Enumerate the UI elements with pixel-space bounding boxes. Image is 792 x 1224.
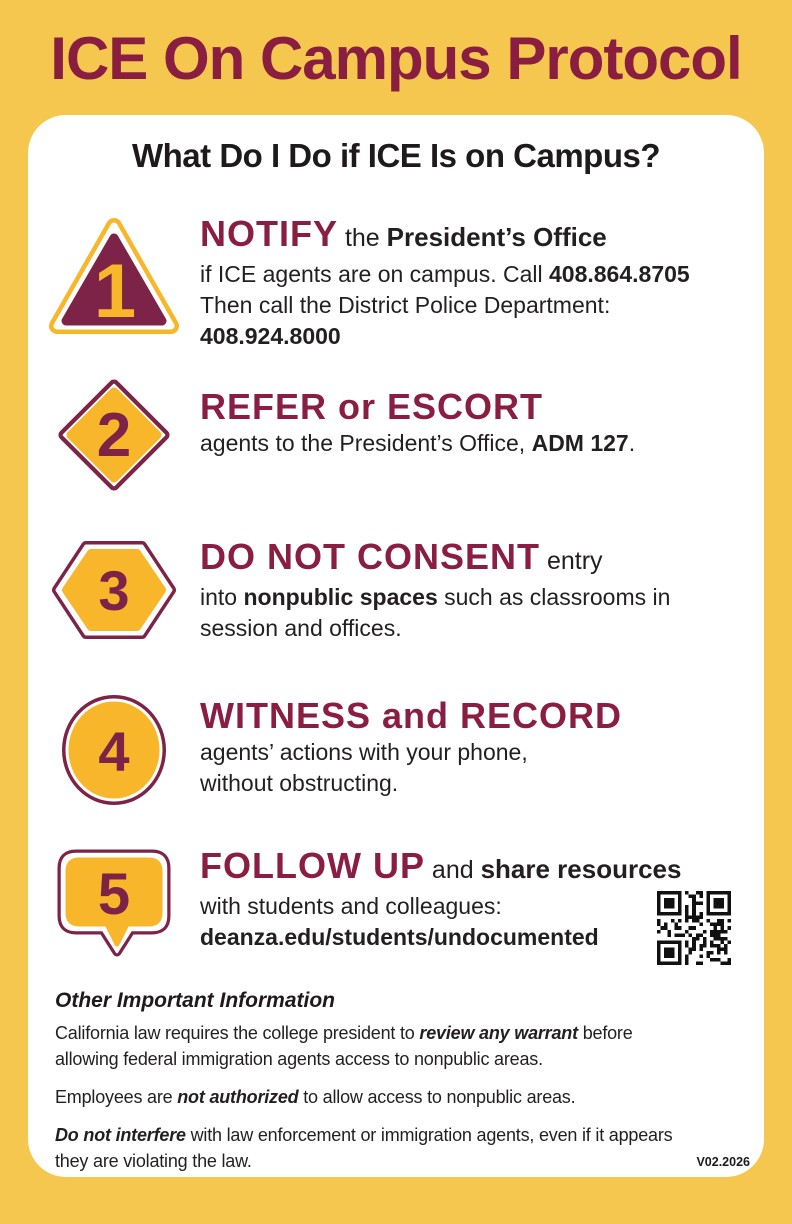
step-4 [28, 691, 764, 808]
step-1-keyword: NOTIFY [200, 213, 338, 254]
other-info-heading: Other Important Information [55, 989, 335, 1012]
other-info-paragraph-1: California law requires the college president to review any warrant before allowing federal immigration agents access to nonpublic areas. [55, 1023, 633, 1069]
step-3-heading: DO NOT CONSENT entry [200, 536, 603, 577]
step-2-badge [28, 377, 200, 492]
other-info-paragraph-2: Employees are not authorized to allow access to nonpublic areas. [55, 1087, 576, 1107]
step-1 [28, 211, 764, 352]
step-4-number: 4 [98, 720, 130, 783]
step-5-keyword: FOLLOW UP [200, 845, 425, 886]
diamond-badge-icon [57, 378, 171, 492]
room-number: ADM 127 [531, 430, 629, 456]
step-2-line-2: agents to the President’s Office, ADM 127. [200, 430, 636, 456]
step-4-keyword: WITNESS and RECORD [200, 695, 623, 736]
step-5-heading: FOLLOW UP and share resources [200, 845, 682, 886]
phone-number-presidents-office: 408.864.8705 [549, 261, 690, 287]
step-3-line-2: into nonpublic spaces such as classrooms in [200, 584, 671, 610]
step-1-text [200, 213, 764, 352]
step-4-heading [200, 695, 754, 737]
step-5-line-2: with students and colleagues: [200, 893, 502, 919]
step-1-line-3: Then call the District Police Department: [200, 292, 611, 318]
speech-bubble-badge-icon [54, 846, 174, 960]
step-2-text [200, 386, 764, 492]
step-2 [28, 377, 764, 492]
step-1-heading: NOTIFY the President’s Office [200, 213, 607, 254]
step-4-badge [28, 691, 200, 808]
phone-number-district-police: 408.924.8000 [200, 323, 341, 349]
step-2-keyword: REFER or ESCORT [200, 386, 544, 427]
protocol-card [28, 115, 764, 1177]
step-3-text [200, 536, 764, 644]
step-3-line-3: session and offices. [200, 615, 402, 641]
step-3 [28, 536, 764, 644]
version-label: V02.2026 [696, 1155, 750, 1169]
step-3-keyword: DO NOT CONSENT [200, 536, 541, 577]
step-1-badge [28, 211, 200, 352]
step-2-number: 2 [96, 401, 132, 470]
step-1-number: 1 [93, 249, 137, 334]
step-3-badge [28, 536, 200, 644]
circle-badge-icon [59, 692, 169, 808]
hexagon-badge-icon [50, 537, 178, 643]
step-5 [28, 844, 764, 960]
resources-url: deanza.edu/students/undocumented [200, 924, 599, 950]
card-title: What Do I Do if ICE Is on Campus? [132, 137, 660, 174]
other-info-section [55, 989, 760, 1177]
step-4-line-2: agents’ actions with your phone, [200, 739, 528, 765]
step-2-heading [200, 386, 754, 428]
other-info-paragraph-3: Do not interfere with law enforcement or immigration agents, even if it appears they are violating the law. [55, 1125, 673, 1171]
step-1-line-2: if ICE agents are on campus. Call 408.864.8705 [200, 261, 690, 287]
qr-code-icon [657, 891, 731, 965]
step-4-text [200, 695, 764, 808]
poster-title: ICE On Campus Protocol [50, 25, 742, 92]
step-3-number: 3 [98, 559, 130, 622]
step-4-line-3: without obstructing. [200, 770, 399, 796]
triangle-badge-icon [48, 215, 180, 335]
step-5-badge [28, 844, 200, 960]
step-5-number: 5 [97, 862, 131, 927]
